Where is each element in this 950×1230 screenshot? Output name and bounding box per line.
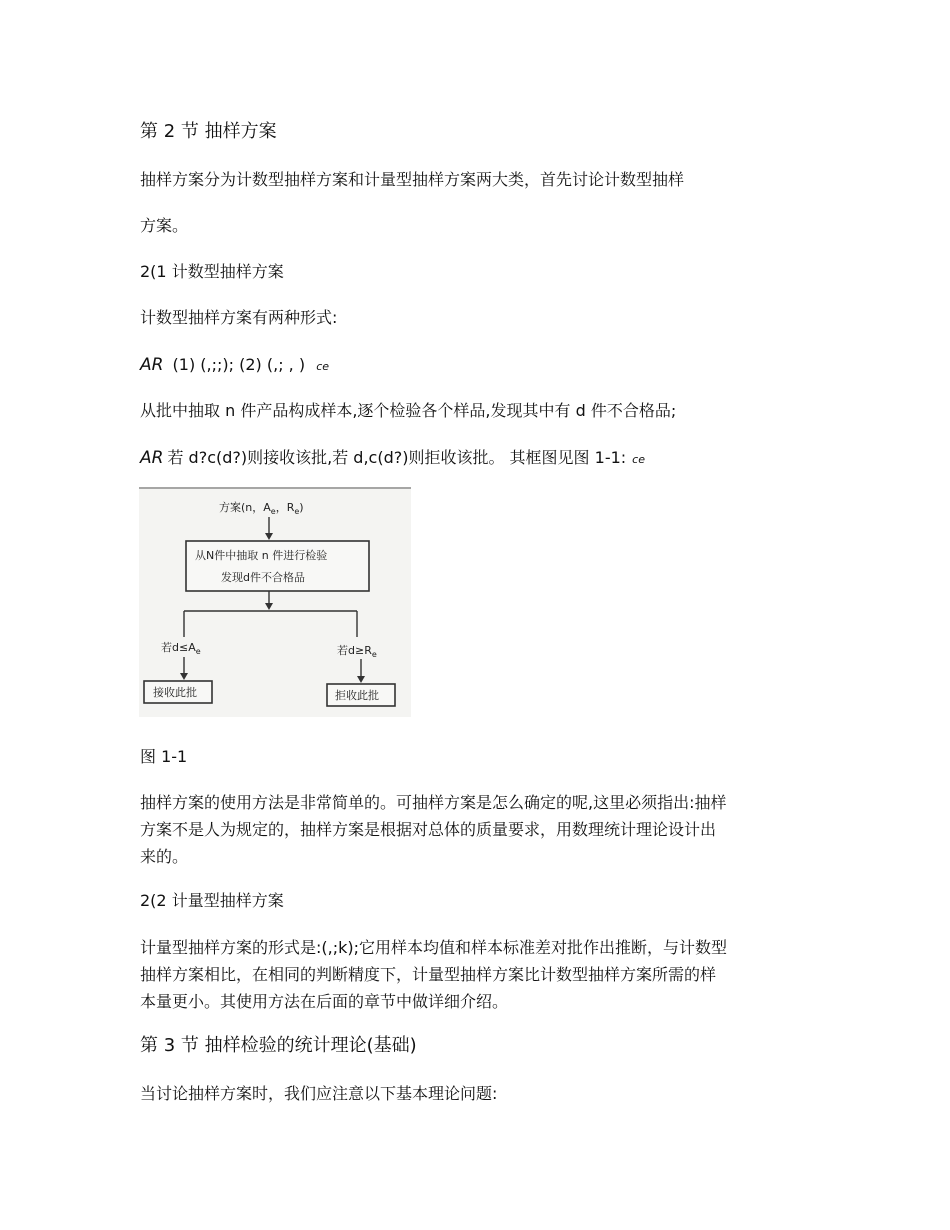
method-line-3: 来的。	[140, 847, 189, 866]
flowchart-plan-label: 方案(n，$A_e$，$R_e$)	[219, 501, 304, 516]
formula-text: (1) (,;;); (2) (,; , )	[172, 355, 306, 374]
decision-rule-prefix: AR	[140, 448, 164, 468]
section-3-line-1: 当讨论抽样方案时，我们应注意以下基本理论问题:	[140, 1084, 498, 1103]
figure-caption: 图 1-1	[140, 747, 188, 766]
decision-rule-text: 若 d?c(d?)则接收该批,若 d,c(d?)则拒收该批。 其框图见图 1-1:	[167, 448, 627, 467]
decision-rule-line	[140, 446, 645, 472]
subsection-2-1-heading: 2(1 计数型抽样方案	[140, 262, 284, 281]
variables-line-3: 本量更小。其使用方法在后面的章节中做详细介绍。	[140, 992, 509, 1011]
flowchart-left-condition: 若$d\le A_e$	[161, 641, 201, 656]
flowchart-accept-text: 接收此批	[153, 686, 197, 699]
formula-line	[140, 353, 329, 379]
section-2-intro-line-2: 方案。	[140, 216, 189, 235]
variables-line-1: 计量型抽样方案的形式是:(,;k);它用样本均值和样本标准差对批作出推断，与计数型	[140, 938, 728, 957]
flowchart-figure-1-1	[139, 487, 411, 717]
variables-paragraph	[140, 934, 820, 1015]
flowchart-box-line-1: 从N件中抽取 n 件进行检验	[195, 549, 328, 562]
formula-suffix: ce	[316, 360, 330, 373]
subsection-2-2-heading: 2(2 计量型抽样方案	[140, 891, 284, 910]
flowchart-reject-text: 拒收此批	[335, 689, 379, 702]
flowchart-right-condition: 若$d\ge R_e$	[337, 644, 377, 659]
section-2-heading: 第 2 节 抽样方案	[140, 121, 277, 142]
method-line-1: 抽样方案的使用方法是非常简单的。可抽样方案是怎么确定的呢,这里必须指出:抽样	[140, 793, 727, 812]
section-3-heading: 第 3 节 抽样检验的统计理论(基础)	[140, 1035, 417, 1056]
method-line-2: 方案不是人为规定的，抽样方案是根据对总体的质量要求，用数理统计理论设计出	[140, 820, 717, 839]
section-2-intro-line-1: 抽样方案分为计数型抽样方案和计量型抽样方案两大类，首先讨论计数型抽样	[140, 170, 685, 189]
method-paragraph	[140, 789, 820, 870]
formula-prefix: AR	[140, 355, 164, 375]
decision-rule-suffix: ce	[632, 453, 645, 466]
flowchart-box-line-2: 发现d件不合格品	[221, 571, 305, 584]
subsection-2-1-line-3: 从批中抽取 n 件产品构成样本,逐个检验各个样品,发现其中有 d 件不合格品;	[140, 401, 677, 420]
variables-line-2: 抽样方案相比，在相同的判断精度下，计量型抽样方案比计数型抽样方案所需的样	[140, 965, 717, 984]
subsection-2-1-line-1: 计数型抽样方案有两种形式:	[140, 308, 338, 327]
